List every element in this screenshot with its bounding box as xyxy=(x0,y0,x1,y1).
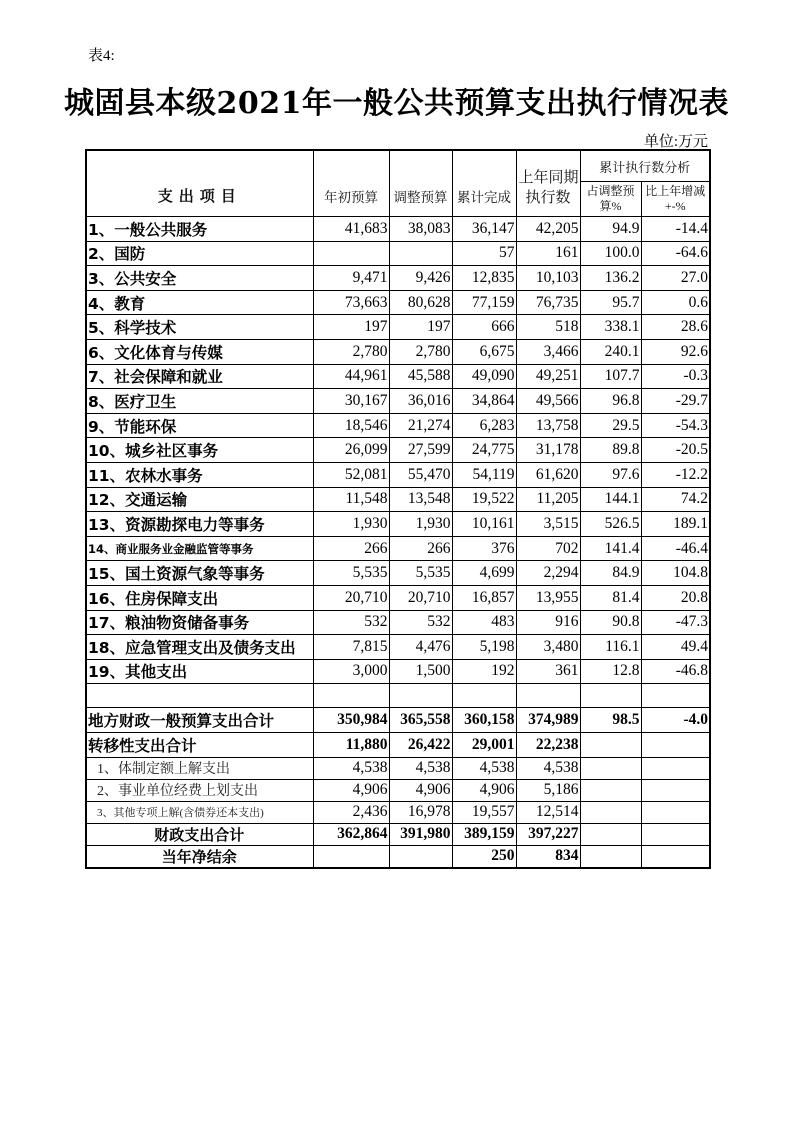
table-row xyxy=(86,845,710,868)
table-row xyxy=(86,585,710,610)
cell-prev: 3,480 xyxy=(516,635,580,660)
cell-initial: 266 xyxy=(313,536,389,561)
cell-initial xyxy=(313,845,389,868)
cell-adjusted: 13,548 xyxy=(389,487,452,512)
row-name: 10、城乡社区事务 xyxy=(86,438,313,463)
cell-cumulative: 5,198 xyxy=(452,635,516,660)
cell-cumulative: 54,119 xyxy=(452,462,516,487)
row-name: 1、一般公共服务 xyxy=(86,217,313,242)
cell-yoy: 28.6 xyxy=(641,315,710,340)
cell-initial: 26,099 xyxy=(313,438,389,463)
cell-cumulative: 250 xyxy=(452,845,516,868)
cell-prev: 31,178 xyxy=(516,438,580,463)
table-row xyxy=(86,241,710,266)
row-name: 转移性支出合计 xyxy=(86,733,313,758)
empty-cell xyxy=(86,684,313,708)
cell-adjusted: 1,500 xyxy=(389,659,452,684)
table-row xyxy=(86,389,710,414)
cell-yoy xyxy=(641,779,710,801)
table-row xyxy=(86,339,710,364)
cell-initial: 20,710 xyxy=(313,585,389,610)
cell-pct: 98.5 xyxy=(580,708,641,733)
cell-cumulative: 12,835 xyxy=(452,266,516,291)
cell-adjusted: 80,628 xyxy=(389,290,452,315)
row-name: 地方财政一般预算支出合计 xyxy=(86,708,313,733)
header-pct-text: 占调整预 算% xyxy=(586,184,635,213)
cell-yoy: -46.4 xyxy=(641,536,710,561)
cell-cumulative: 19,557 xyxy=(452,801,516,823)
budget-table xyxy=(85,149,711,869)
cell-adjusted: 26,422 xyxy=(389,733,452,758)
cell-cumulative: 10,161 xyxy=(452,512,516,537)
table-row xyxy=(86,779,710,801)
table-row xyxy=(86,462,710,487)
cell-prev: 5,186 xyxy=(516,779,580,801)
cell-initial: 4,906 xyxy=(313,779,389,801)
cell-yoy: -47.3 xyxy=(641,610,710,635)
cell-adjusted: 391,980 xyxy=(389,823,452,845)
empty-cell xyxy=(580,684,641,708)
cell-initial: 1,930 xyxy=(313,512,389,537)
cell-pct: 95.7 xyxy=(580,290,641,315)
cell-yoy: 104.8 xyxy=(641,561,710,586)
cell-initial: 197 xyxy=(313,315,389,340)
table-row xyxy=(86,290,710,315)
cell-initial: 11,880 xyxy=(313,733,389,758)
table-label: 表4: xyxy=(88,48,115,64)
cell-pct: 97.6 xyxy=(580,462,641,487)
header-adjusted-budget: 调整预算 xyxy=(389,150,452,217)
cell-prev: 518 xyxy=(516,315,580,340)
cell-initial: 2,780 xyxy=(313,339,389,364)
table-row xyxy=(86,438,710,463)
cell-initial: 11,548 xyxy=(313,487,389,512)
cell-adjusted: 36,016 xyxy=(389,389,452,414)
cell-prev: 916 xyxy=(516,610,580,635)
cell-pct: 81.4 xyxy=(580,585,641,610)
cell-pct: 107.7 xyxy=(580,364,641,389)
table-row xyxy=(86,610,710,635)
cell-prev: 2,294 xyxy=(516,561,580,586)
cell-pct: 12.8 xyxy=(580,659,641,684)
cell-yoy: -20.5 xyxy=(641,438,710,463)
cell-adjusted: 21,274 xyxy=(389,413,452,438)
cell-cumulative: 16,857 xyxy=(452,585,516,610)
blank-row xyxy=(86,684,710,708)
cell-prev: 11,205 xyxy=(516,487,580,512)
unit-label: 单位:万元 xyxy=(643,134,708,150)
cell-yoy: -0.3 xyxy=(641,364,710,389)
cell-prev: 61,620 xyxy=(516,462,580,487)
cell-cumulative: 6,283 xyxy=(452,413,516,438)
row-name: 13、资源勘探电力等事务 xyxy=(86,512,313,537)
row-name: 18、应急管理支出及债务支出 xyxy=(86,635,313,660)
cell-initial: 7,815 xyxy=(313,635,389,660)
cell-adjusted: 55,470 xyxy=(389,462,452,487)
cell-adjusted: 4,538 xyxy=(389,757,452,779)
cell-prev: 3,466 xyxy=(516,339,580,364)
empty-cell xyxy=(452,684,516,708)
table-row xyxy=(86,266,710,291)
cell-prev: 22,238 xyxy=(516,733,580,758)
cell-yoy: 92.6 xyxy=(641,339,710,364)
cell-cumulative: 483 xyxy=(452,610,516,635)
cell-adjusted: 4,476 xyxy=(389,635,452,660)
cell-pct: 100.0 xyxy=(580,241,641,266)
table-row xyxy=(86,487,710,512)
cell-pct xyxy=(580,845,641,868)
cell-yoy: 27.0 xyxy=(641,266,710,291)
header-analysis-group: 累计执行数分析 xyxy=(580,150,710,182)
cell-adjusted: 4,906 xyxy=(389,779,452,801)
cell-yoy: -29.7 xyxy=(641,389,710,414)
cell-adjusted: 266 xyxy=(389,536,452,561)
cell-yoy xyxy=(641,801,710,823)
cell-prev: 49,251 xyxy=(516,364,580,389)
cell-initial: 18,546 xyxy=(313,413,389,438)
cell-pct: 89.8 xyxy=(580,438,641,463)
row-name: 2、国防 xyxy=(86,241,313,266)
cell-yoy: 74.2 xyxy=(641,487,710,512)
row-name: 15、国土资源气象等事务 xyxy=(86,561,313,586)
cell-pct: 96.8 xyxy=(580,389,641,414)
cell-pct xyxy=(580,757,641,779)
cell-prev: 10,103 xyxy=(516,266,580,291)
header-prev-year-text: 上年同期 执行数 xyxy=(518,170,579,206)
row-name: 7、社会保障和就业 xyxy=(86,364,313,389)
cell-cumulative: 19,522 xyxy=(452,487,516,512)
cell-cumulative: 4,538 xyxy=(452,757,516,779)
cell-yoy xyxy=(641,823,710,845)
cell-prev: 161 xyxy=(516,241,580,266)
cell-adjusted xyxy=(389,845,452,868)
table-row xyxy=(86,635,710,660)
cell-cumulative: 34,864 xyxy=(452,389,516,414)
cell-cumulative: 57 xyxy=(452,241,516,266)
cell-initial: 52,081 xyxy=(313,462,389,487)
cell-yoy: -14.4 xyxy=(641,217,710,242)
cell-prev: 374,989 xyxy=(516,708,580,733)
cell-adjusted: 5,535 xyxy=(389,561,452,586)
row-name: 11、农林水事务 xyxy=(86,462,313,487)
cell-pct: 94.9 xyxy=(580,217,641,242)
cell-yoy: 0.6 xyxy=(641,290,710,315)
table-row xyxy=(86,708,710,733)
cell-cumulative: 24,775 xyxy=(452,438,516,463)
cell-pct: 141.4 xyxy=(580,536,641,561)
cell-yoy: -46.8 xyxy=(641,659,710,684)
cell-cumulative: 666 xyxy=(452,315,516,340)
row-name: 12、交通运输 xyxy=(86,487,313,512)
cell-yoy: -64.6 xyxy=(641,241,710,266)
cell-initial: 532 xyxy=(313,610,389,635)
empty-cell xyxy=(313,684,389,708)
cell-adjusted: 532 xyxy=(389,610,452,635)
cell-cumulative: 360,158 xyxy=(452,708,516,733)
cell-pct xyxy=(580,823,641,845)
row-name: 2、事业单位经费上划支出 xyxy=(86,779,313,801)
cell-initial xyxy=(313,241,389,266)
cell-adjusted: 20,710 xyxy=(389,585,452,610)
header-yoy-change xyxy=(641,182,710,217)
header-yoy-text: 比上年增减 +-% xyxy=(645,184,706,213)
cell-adjusted: 2,780 xyxy=(389,339,452,364)
row-name: 5、科学技术 xyxy=(86,315,313,340)
cell-prev: 702 xyxy=(516,536,580,561)
cell-adjusted: 1,930 xyxy=(389,512,452,537)
cell-yoy xyxy=(641,845,710,868)
cell-prev: 76,735 xyxy=(516,290,580,315)
cell-initial: 3,000 xyxy=(313,659,389,684)
row-name: 19、其他支出 xyxy=(86,659,313,684)
cell-pct: 84.9 xyxy=(580,561,641,586)
table-row xyxy=(86,823,710,845)
cell-initial: 4,538 xyxy=(313,757,389,779)
cell-cumulative: 4,699 xyxy=(452,561,516,586)
table-row xyxy=(86,561,710,586)
cell-yoy: 189.1 xyxy=(641,512,710,537)
cell-pct: 116.1 xyxy=(580,635,641,660)
cell-adjusted: 9,426 xyxy=(389,266,452,291)
table-row xyxy=(86,659,710,684)
cell-initial: 362,864 xyxy=(313,823,389,845)
table-row xyxy=(86,413,710,438)
page-title: 城固县本级2021年一般公共预算支出执行情况表 xyxy=(64,86,729,121)
table-row xyxy=(86,217,710,242)
cell-yoy: -4.0 xyxy=(641,708,710,733)
cell-cumulative: 6,675 xyxy=(452,339,516,364)
cell-pct xyxy=(580,779,641,801)
cell-adjusted: 197 xyxy=(389,315,452,340)
cell-cumulative: 376 xyxy=(452,536,516,561)
cell-prev: 834 xyxy=(516,845,580,868)
row-name: 1、体制定额上解支出 xyxy=(86,757,313,779)
cell-pct: 144.1 xyxy=(580,487,641,512)
row-name: 16、住房保障支出 xyxy=(86,585,313,610)
cell-prev: 49,566 xyxy=(516,389,580,414)
cell-adjusted: 16,978 xyxy=(389,801,452,823)
cell-cumulative: 36,147 xyxy=(452,217,516,242)
header-cumulative: 累计完成 xyxy=(452,150,516,217)
table-row xyxy=(86,801,710,823)
table-row xyxy=(86,364,710,389)
cell-prev: 361 xyxy=(516,659,580,684)
cell-prev: 13,758 xyxy=(516,413,580,438)
table-row xyxy=(86,536,710,561)
cell-initial: 73,663 xyxy=(313,290,389,315)
cell-prev: 397,227 xyxy=(516,823,580,845)
row-name: 9、节能环保 xyxy=(86,413,313,438)
table-row xyxy=(86,315,710,340)
header-prev-year xyxy=(516,150,580,217)
table-row xyxy=(86,512,710,537)
cell-cumulative: 389,159 xyxy=(452,823,516,845)
cell-cumulative: 192 xyxy=(452,659,516,684)
cell-prev: 13,955 xyxy=(516,585,580,610)
cell-initial: 350,984 xyxy=(313,708,389,733)
cell-cumulative: 4,906 xyxy=(452,779,516,801)
table-row xyxy=(86,733,710,758)
cell-pct: 90.8 xyxy=(580,610,641,635)
table-row xyxy=(86,757,710,779)
row-name: 财政支出合计 xyxy=(86,823,313,845)
row-name: 当年净结余 xyxy=(86,845,313,868)
row-name: 14、商业服务业金融监管等事务 xyxy=(86,536,313,561)
cell-cumulative: 77,159 xyxy=(452,290,516,315)
cell-pct: 338.1 xyxy=(580,315,641,340)
cell-prev: 3,515 xyxy=(516,512,580,537)
row-name: 3、其他专项上解(含债券还本支出) xyxy=(86,801,313,823)
cell-cumulative: 29,001 xyxy=(452,733,516,758)
cell-initial: 30,167 xyxy=(313,389,389,414)
row-name: 17、粮油物资储备事务 xyxy=(86,610,313,635)
cell-yoy xyxy=(641,757,710,779)
cell-pct: 136.2 xyxy=(580,266,641,291)
cell-cumulative: 49,090 xyxy=(452,364,516,389)
header-initial-budget: 年初预算 xyxy=(313,150,389,217)
cell-yoy: 20.8 xyxy=(641,585,710,610)
cell-pct: 240.1 xyxy=(580,339,641,364)
cell-initial: 2,436 xyxy=(313,801,389,823)
cell-adjusted: 38,083 xyxy=(389,217,452,242)
cell-pct: 29.5 xyxy=(580,413,641,438)
cell-pct: 526.5 xyxy=(580,512,641,537)
row-name: 4、教育 xyxy=(86,290,313,315)
cell-yoy: -12.2 xyxy=(641,462,710,487)
empty-cell xyxy=(389,684,452,708)
cell-initial: 44,961 xyxy=(313,364,389,389)
cell-yoy: 49.4 xyxy=(641,635,710,660)
empty-cell xyxy=(516,684,580,708)
header-pct-of-adjusted xyxy=(580,182,641,217)
cell-prev: 42,205 xyxy=(516,217,580,242)
cell-pct xyxy=(580,801,641,823)
cell-initial: 41,683 xyxy=(313,217,389,242)
cell-initial: 9,471 xyxy=(313,266,389,291)
row-name: 8、医疗卫生 xyxy=(86,389,313,414)
cell-prev: 12,514 xyxy=(516,801,580,823)
cell-adjusted: 27,599 xyxy=(389,438,452,463)
cell-initial: 5,535 xyxy=(313,561,389,586)
cell-pct xyxy=(580,733,641,758)
cell-adjusted: 45,588 xyxy=(389,364,452,389)
header-item: 支出项目 xyxy=(86,150,313,217)
row-name: 6、文化体育与传媒 xyxy=(86,339,313,364)
cell-adjusted xyxy=(389,241,452,266)
cell-yoy: -54.3 xyxy=(641,413,710,438)
cell-yoy xyxy=(641,733,710,758)
empty-cell xyxy=(641,684,710,708)
cell-adjusted: 365,558 xyxy=(389,708,452,733)
row-name: 3、公共安全 xyxy=(86,266,313,291)
cell-prev: 4,538 xyxy=(516,757,580,779)
